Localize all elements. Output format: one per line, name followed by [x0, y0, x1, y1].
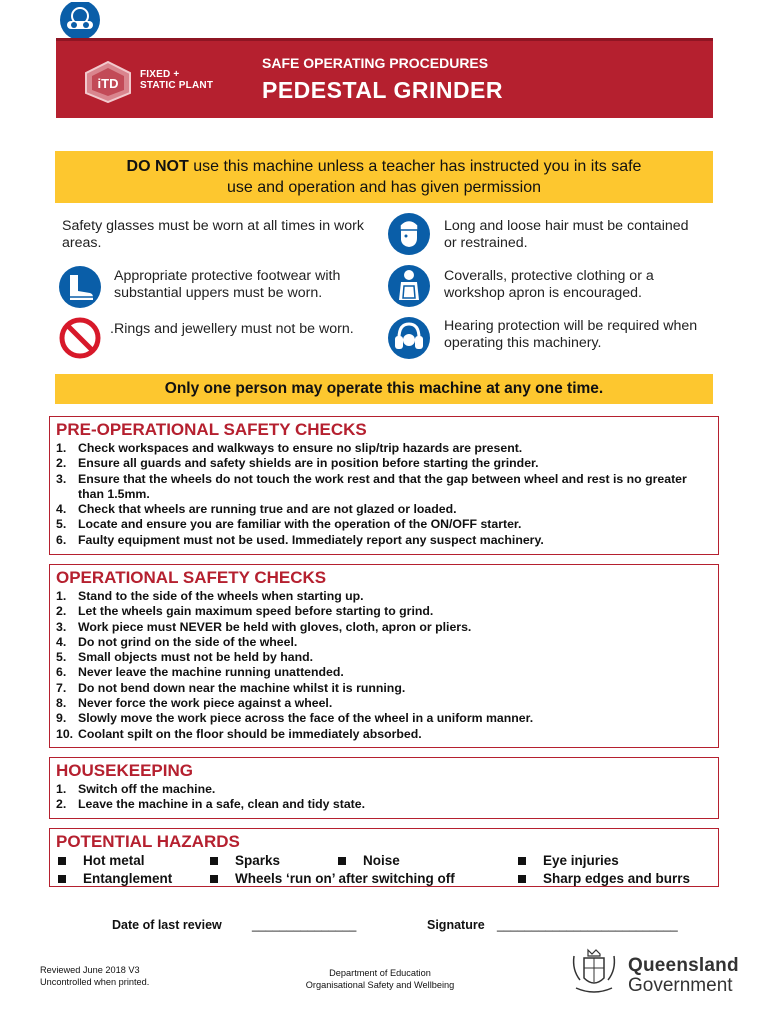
potential-hazards — [49, 828, 719, 887]
list-item: 7. Do not bend down near the machine whilst it is running. — [56, 680, 406, 695]
queensland-crest-icon — [566, 944, 622, 1000]
ppe-rings-text: .Rings and jewellery must not be worn. — [110, 321, 354, 337]
hazard-item: Noise — [336, 853, 516, 869]
list-item: 2. Ensure all guards and safety shields are in position before starting the grinder. — [56, 456, 539, 471]
housekeeping-list — [56, 782, 712, 813]
footer-revision: Reviewed June 2018 V3 Uncontrolled when printed. — [40, 965, 150, 987]
ppe-coveralls-text: Coveralls, protective clothing or a workshop apron is encouraged. — [444, 268, 654, 301]
header-banner — [56, 38, 713, 118]
ppe-hearing-text: Hearing protection will be required when operating this machinery. — [444, 318, 698, 351]
hazard-grid — [56, 853, 712, 887]
document-subtitle: SAFE OPERATING PROCEDURES — [262, 55, 489, 71]
teacher-instruction-warning: DO NOT use this machine unless a teacher has instructed you in its safe use and operation and has given permission — [55, 151, 713, 203]
list-item: 3. Ensure that the wheels do not touch the work rest and that the gap between wheel and rest is no greater than 1.5mm. — [56, 471, 687, 501]
ppe-footwear-text: Appropriate protective footwear with substantial uppers must be worn. — [114, 268, 341, 301]
hazard-item: Entanglement — [56, 871, 208, 887]
list-item: 5. Small objects must not be held by hand. — [56, 650, 314, 665]
list-item: 1. Switch off the machine. — [56, 782, 216, 796]
op-list — [56, 589, 712, 742]
safety-goggles-icon — [58, 2, 102, 42]
list-item: 9. Slowly move the work piece across the face of the wheel in a uniform manner. — [56, 711, 534, 726]
itd-logo — [84, 61, 132, 103]
list-item: 5. Locate and ensure you are familiar with the operation of the ON/OFF starter. — [56, 517, 522, 532]
pre-op-list — [56, 441, 712, 548]
signature-label: Signature — [427, 918, 485, 932]
safety-boots-icon — [58, 265, 102, 309]
section-title: HOUSEKEEPING — [56, 761, 193, 780]
list-item: 2. Let the wheels gain maximum speed before starting to grind. — [56, 604, 434, 619]
footer-department: Department of Education Organisational Safety and Wellbeing — [305, 968, 455, 990]
hazard-item: Wheels ‘run on’ after switching off — [208, 871, 516, 887]
ear-protection-icon — [387, 316, 431, 360]
one-person-notice: Only one person may operate this machine at any one time. — [55, 374, 713, 404]
list-item: 3. Work piece must NEVER be held with gloves, cloth, apron or pliers. — [56, 619, 472, 634]
list-item: 4. Do not grind on the side of the wheel. — [56, 634, 298, 649]
hair-restraint-icon — [387, 212, 431, 256]
signature-line[interactable]: __________________________ — [497, 918, 678, 932]
ppe-glasses-text: Safety glasses must be worn at all times in work areas. — [62, 218, 364, 251]
hazard-item: Sharp edges and burrs — [516, 871, 716, 887]
list-item: 4. Check that wheels are running true and are not glazed or loaded. — [56, 502, 457, 517]
svg-text:iTD: iTD — [97, 76, 119, 91]
hazard-item: Hot metal — [56, 853, 208, 869]
section-title: OPERATIONAL SAFETY CHECKS — [56, 568, 327, 587]
section-title: PRE-OPERATIONAL SAFETY CHECKS — [56, 420, 367, 439]
page-title: PEDESTAL GRINDER — [262, 77, 504, 103]
date-review-line[interactable]: _______________ — [252, 918, 357, 932]
list-item: 10. Coolant spilt on the floor should be immediately absorbed. — [56, 726, 422, 741]
hazard-item: Sparks — [208, 853, 336, 869]
list-item: 6. Faulty equipment must not be used. Immediately report any suspect machinery. — [56, 532, 544, 547]
operational-checks — [49, 564, 719, 748]
list-item: 2. Leave the machine in a safe, clean and tidy state. — [56, 797, 366, 812]
apron-icon — [387, 264, 431, 308]
list-item: 6. Never leave the machine running unattended. — [56, 665, 344, 680]
ppe-hair-text: Long and loose hair must be contained or restrained. — [444, 218, 689, 251]
queensland-government-logo: Queensland Government — [628, 955, 739, 996]
fixed-static-badge: FIXED + STATIC PLANT — [140, 69, 214, 91]
list-item: 1. Stand to the side of the wheels when starting up. — [56, 589, 364, 603]
pre-operational-checks — [49, 416, 719, 555]
housekeeping — [49, 757, 719, 819]
hazard-item: Eye injuries — [516, 853, 716, 869]
section-title: POTENTIAL HAZARDS — [56, 832, 240, 851]
list-item: 1. Check workspaces and walkways to ensure no slip/trip hazards are present. — [56, 441, 523, 455]
prohibited-icon — [58, 316, 102, 360]
date-review-label: Date of last review — [112, 918, 222, 932]
list-item: 8. Never force the work piece against a wheel. — [56, 696, 333, 711]
